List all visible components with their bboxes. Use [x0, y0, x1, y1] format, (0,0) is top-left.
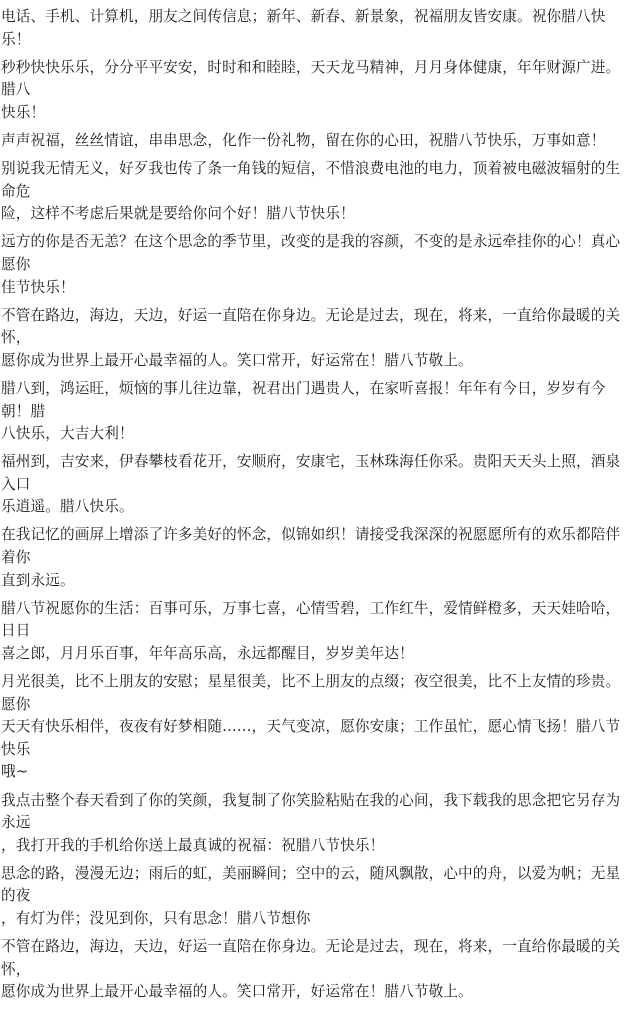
greeting-paragraph-7: 腊八到，鸿运旺，烦恼的事儿往边靠，祝君出门遇贵人，在家听喜报！年年有今日，岁岁有今朝！腊 八快乐，大吉大利！ — [1, 379, 606, 443]
greeting-paragraph-2: 秒秒快快乐乐，分分平平安安，时时和和睦睦，天天龙马精神，月月身体健康，年年财源广进。腊八 快乐！ — [1, 58, 621, 121]
greeting-paragraph-11: 月光很美，比不上朋友的安慰；星星很美，比不上朋友的点缀；夜空很美，比不上友情的珍贵。愿你 天天有快乐相伴，夜夜有好梦相随……，天气变凉，愿你安康；工作虽忙，愿心情飞扬！腊八节快乐 哦~ — [1, 673, 621, 781]
greeting-paragraph-12: 我点击整个春天看到了你的笑颜，我复制了你笑脸粘贴在我的心间，我下载我的思念把它另存为永远 ，我打开我的手机给你送上最真诚的祝福：祝腊八节快乐！ — [1, 791, 621, 854]
greeting-paragraph-3: 声声祝福，丝丝情谊，串串思念，化作一份礼物，留在你的心田，祝腊八节快乐，万事如意！ — [1, 131, 606, 149]
greeting-paragraph-14: 不管在路边，海边，天边，好运一直陪在你身边。无论是过去，现在，将来，一直给你最暖的关怀， 愿你成为世界上最开心最幸福的人。笑口常开，好运常在！腊八节敬上。 — [1, 938, 621, 1001]
greeting-paragraph-13: 思念的路，漫漫无边；雨后的虹，美丽瞬间；空中的云，随风飘散，心中的舟，以爱为帆；无星的夜 ，有灯为伴；没见到你，只有思念！腊八节想你 — [1, 864, 621, 927]
greeting-paragraph-6: 不管在路边，海边，天边，好运一直陪在你身边。无论是过去，现在，将来，一直给你最暖的关怀， 愿你成为世界上最开心最幸福的人。笑口常开，好运常在！腊八节敬上。 — [1, 306, 621, 369]
greeting-paragraph-10: 腊八节祝愿你的生活：百事可乐，万事七喜，心情雪碧，工作红牛，爱情鲜橙多，天天娃哈哈，日日 喜之郎，月月乐百事，年年高乐高，永远都醒目，岁岁美年达！ — [1, 599, 621, 662]
greeting-paragraph-1: 电话、手机、计算机，朋友之间传信息；新年、新春、新景象，祝福朋友皆安康。祝你腊八快乐！ — [1, 8, 606, 48]
greeting-paragraph-4: 别说我无情无义，好歹我也传了条一角钱的短信，不惜浪费电池的电力，顶着被电磁波辐射的生命危 险，这样不考虑后果就是要给你问个好！腊八节快乐！ — [1, 160, 621, 223]
greetings-document — [1, 6, 629, 1009]
greeting-paragraph-5: 远方的你是否无恙？在这个思念的季节里，改变的是我的容颜，不变的是永远牵挂你的心！真心愿你 佳节快乐！ — [1, 233, 621, 296]
greeting-paragraph-8: 福州到，吉安来，伊春攀枝看花开，安顺府，安康宅，玉林珠海任你采。贵阳天天头上照，酒泉入口 乐逍遥。腊八快乐。 — [1, 453, 621, 516]
greeting-paragraph-9: 在我记忆的画屏上增添了许多美好的怀念，似锦如织！请接受我深深的祝愿愿所有的欢乐都陪伴着你 直到永远。 — [1, 526, 621, 589]
